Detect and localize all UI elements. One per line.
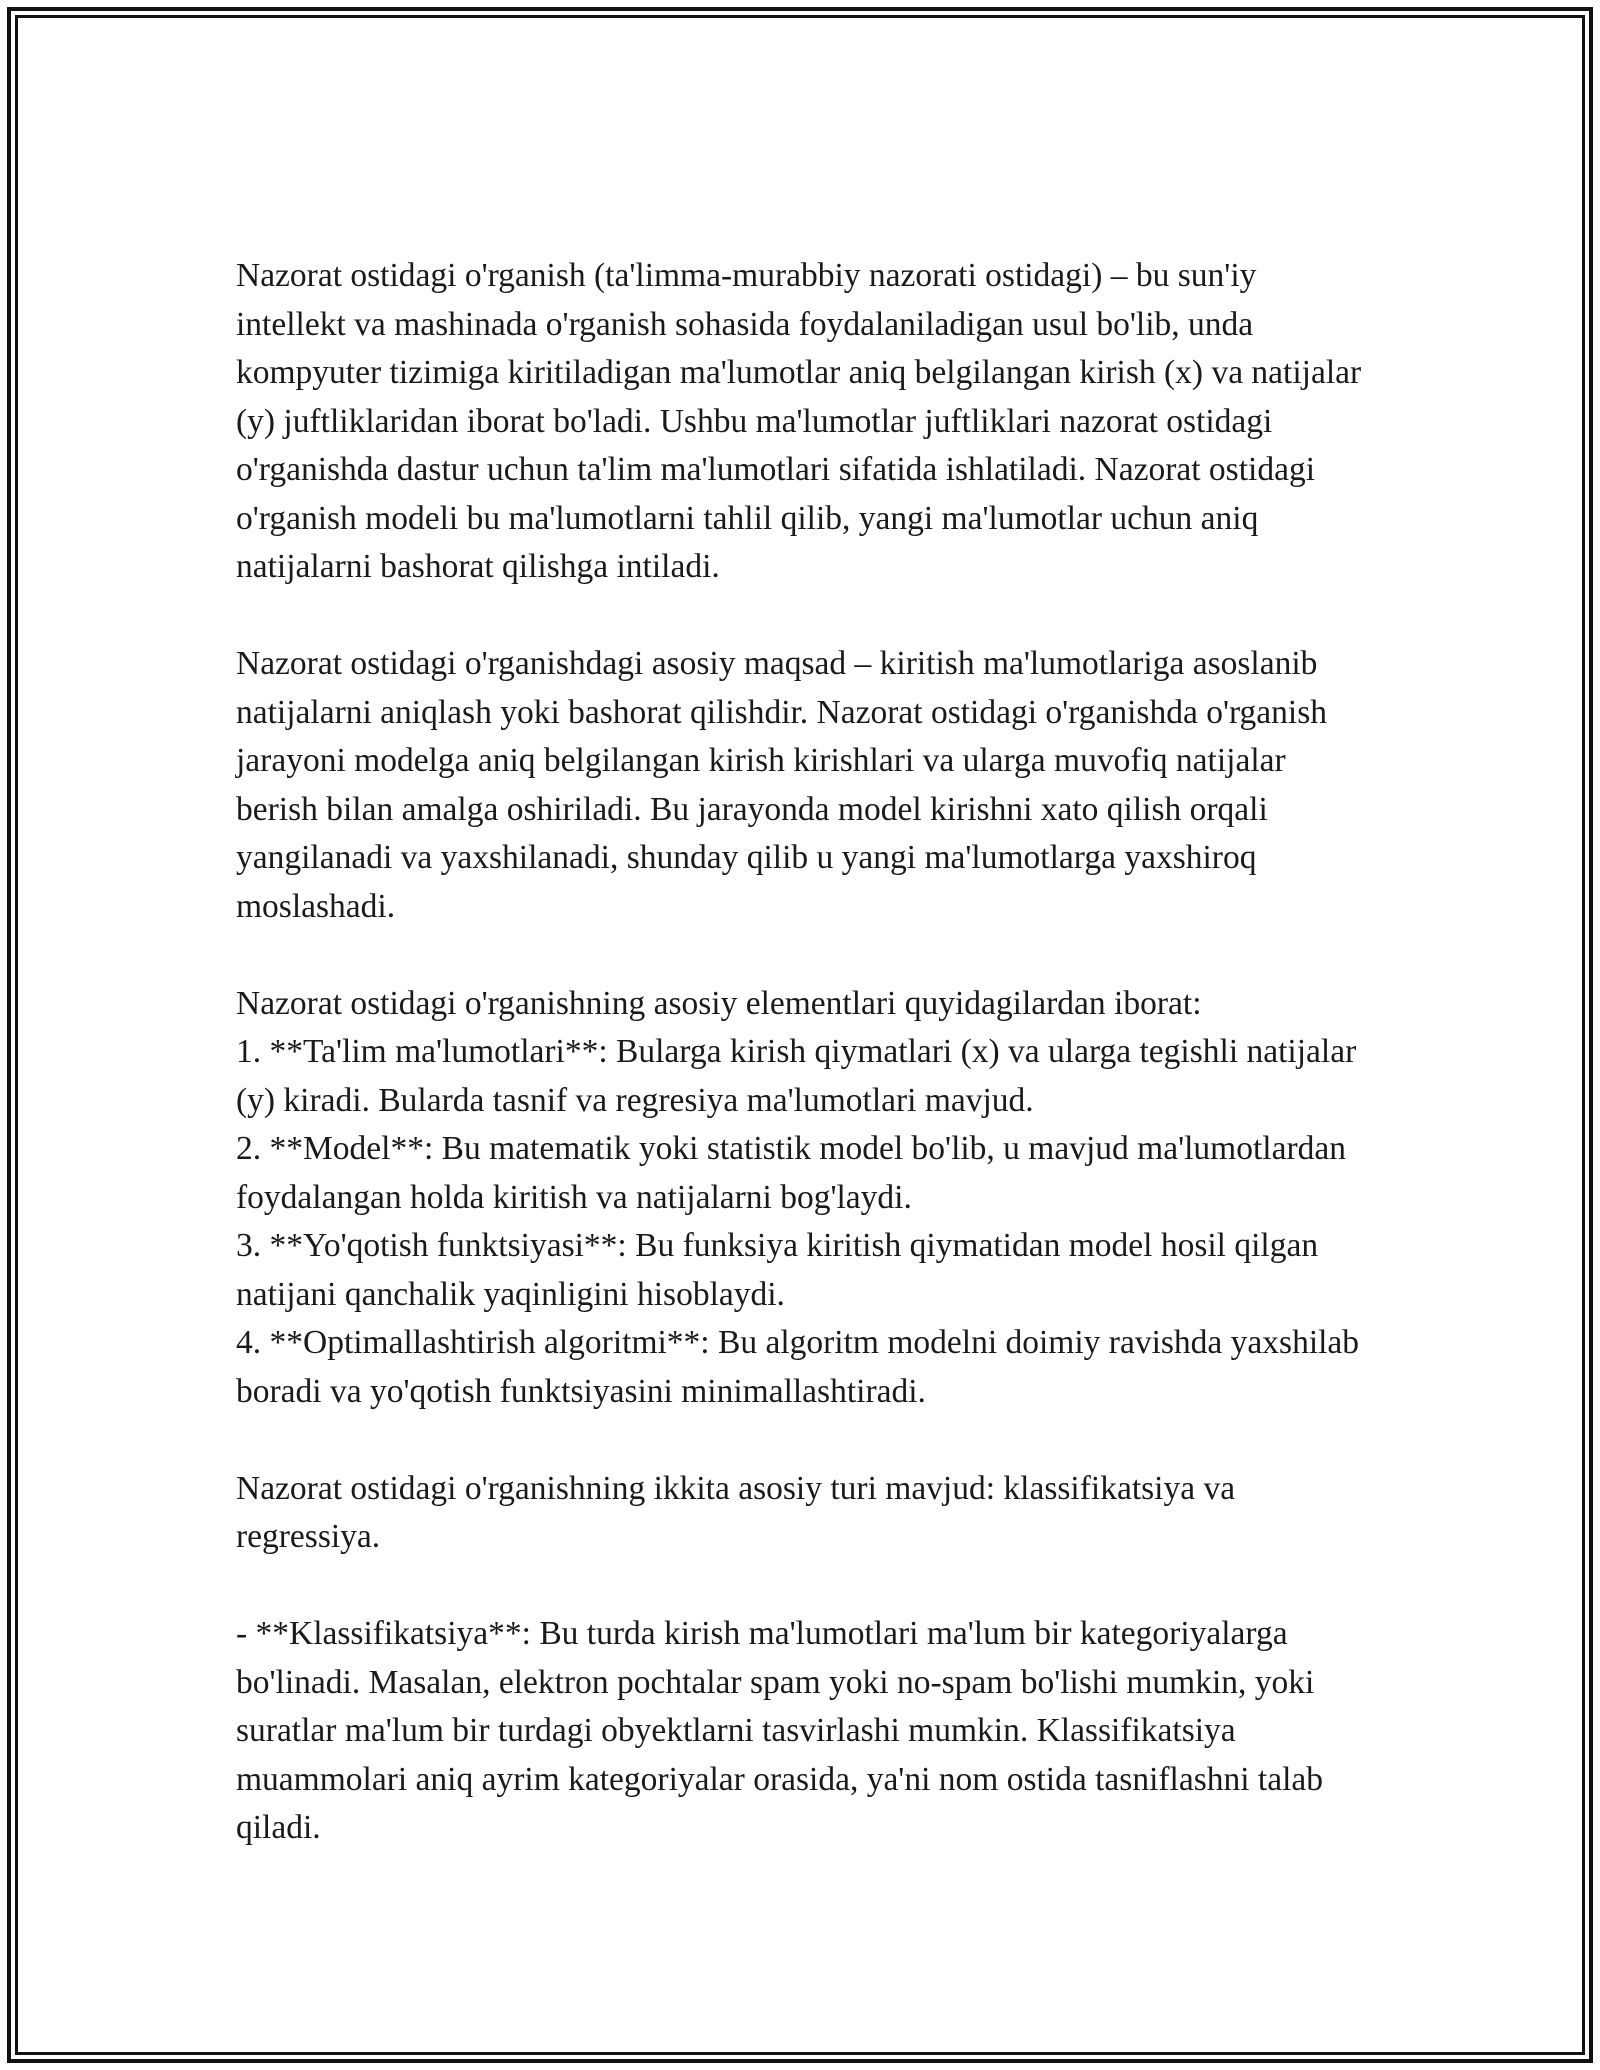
paragraph-types: Nazorat ostidagi o'rganishning ikkita asosiy turi mavjud: klassifikatsiya va regressiya. xyxy=(236,1469,1236,1555)
list-item-training-data: 1. **Ta'lim ma'lumotlari**: Bularga kirish qiymatlari (x) va ularga tegishli natijalar (y) kiradi. Bularda tasnif va regresiya ma'lumotlari mavjud. xyxy=(236,1033,1357,1119)
list-item-optimization-algorithm: 4. **Optimallashtirish algoritmi**: Bu algoritm modelni doimiy ravishda yaxshilab boradi va yo'qotish funktsiyasini minimallashtiradi. xyxy=(236,1324,1360,1410)
elements-list xyxy=(236,980,1366,1417)
paragraph-classification: - **Klassifikatsiya**: Bu turda kirish ma'lumotlari ma'lum bir kategoriyalarga bo'linadi. Masalan, elektron pochtalar spam yoki no-spam bo'lishi mumkin, yoki suratlar ma'lum bir turdagi obyektlarni tasvirlashi mumkin. Klassifikatsiya muammolari aniq ayrim kategoriyalar orasida, ya'ni nom ostida tasniflashni talab qiladi. xyxy=(236,1615,1324,1846)
document-body xyxy=(236,252,1366,1901)
paragraph-goal: Nazorat ostidagi o'rganishdagi asosiy maqsad – kiritish ma'lumotlariga asoslanib natijalarni aniqlash yoki bashorat qilishdir. Nazorat ostidagi o'rganishda o'rganish jarayoni modelga aniq belgilangan kirish kirishlari va ularga muvofiq natijalar berish bilan amalga oshiriladi. Bu jarayonda model kirishni xato qilish orqali yangilanadi va yaxshilanadi, shunday qilib u yangi ma'lumotlarga yaxshiroq moslashadi. xyxy=(236,645,1327,925)
paragraph-definition: Nazorat ostidagi o'rganish (ta'limma-murabbiy nazorati ostidagi) – bu sun'iy intellekt va mashinada o'rganish sohasida foydalaniladigan usul bo'lib, unda kompyuter tizimiga kiritiladigan ma'lumotlar aniq belgilangan kirish (x) va natijalar (y) juftliklaridan iborat bo'ladi. Ushbu ma'lumotlar juftliklari nazorat ostidagi o'rganishda dastur uchun ta'lim ma'lumotlari sifatida ishlatiladi. Nazorat ostidagi o'rganish modeli bu ma'lumotlarni tahlil qilib, yangi ma'lumotlar uchun aniq natijalarni bashorat qilishga intiladi. xyxy=(236,257,1362,585)
list-item-loss-function: 3. **Yo'qotish funktsiyasi**: Bu funksiya kiritish qiymatidan model hosil qilgan natijani qanchalik yaqinligini hisoblaydi. xyxy=(236,1227,1319,1313)
elements-intro: Nazorat ostidagi o'rganishning asosiy elementlari quyidagilardan iborat: xyxy=(236,984,1202,1022)
list-item-model: 2. **Model**: Bu matematik yoki statistik model bo'lib, u mavjud ma'lumotlardan foydalangan holda kiritish va natijalarni bog'laydi. xyxy=(236,1130,1346,1216)
